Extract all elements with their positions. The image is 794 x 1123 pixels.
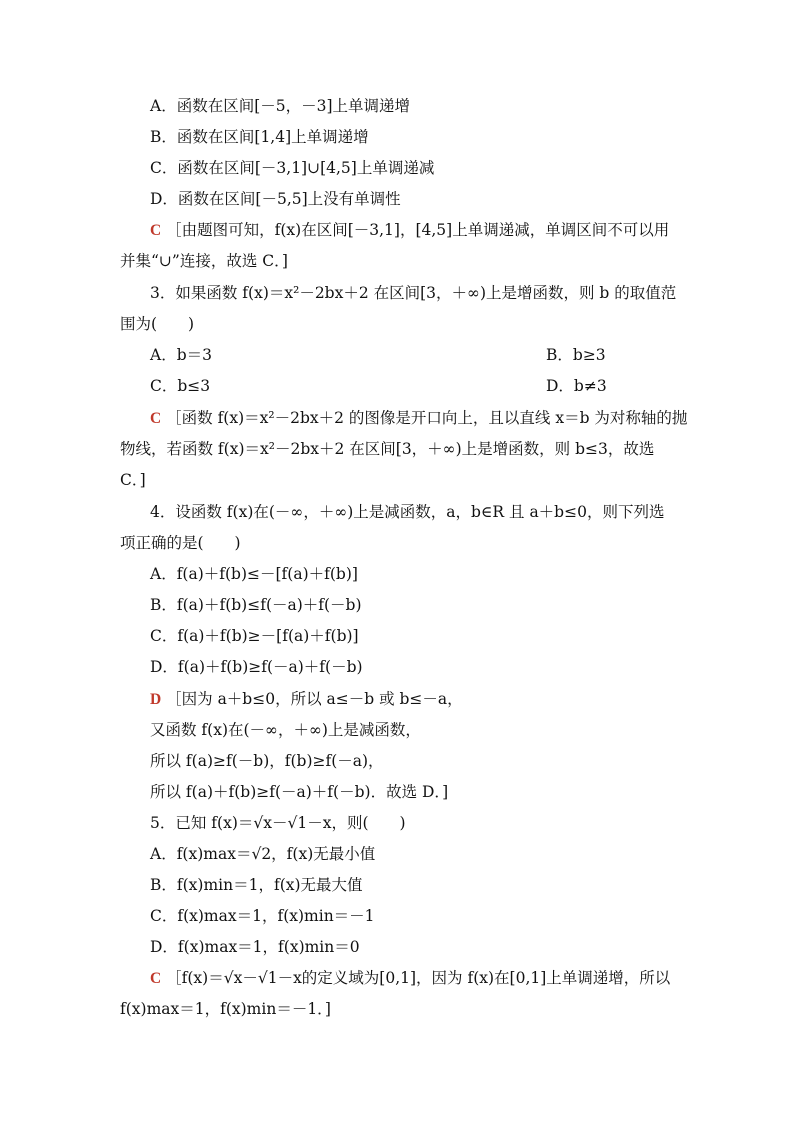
option-b-line: B．f(x)min＝1，f(x)无最大值 — [150, 876, 363, 894]
answer-letter: D — [150, 691, 162, 708]
answer-letter: C — [150, 410, 162, 427]
option-a: A．b＝3 — [150, 346, 212, 364]
answer-line — [150, 968, 670, 989]
option-c-line: C．f(x)max＝1，f(x)min＝－1 — [150, 907, 375, 925]
option-b-line: B．f(a)＋f(b)≤f(－a)＋f(－b) — [150, 596, 362, 614]
answer-line — [150, 220, 669, 241]
question-4-continuation: 项正确的是( ) — [120, 534, 241, 552]
answer-continuation: 又函数 f(x)在(－∞，＋∞)上是减函数， — [150, 721, 421, 739]
question-5-line: 5．已知 f(x)＝√x－√1－x，则( ) — [150, 814, 406, 832]
option-a-line: A．f(x)max＝√2，f(x)无最小值 — [150, 845, 376, 863]
option-c-line: C．f(a)＋f(b)≥－[f(a)＋f(b)] — [150, 627, 359, 645]
answer-continuation: 物线，若函数 f(x)＝x²－2bx＋2 在区间[3，＋∞)上是增函数，则 b≤3，故选 — [120, 440, 655, 458]
option-a-line: A．函数在区间[－5，－3]上单调递增 — [150, 97, 411, 115]
answer-continuation: 所以 f(a)＋f(b)≥f(－a)＋f(－b)．故选 D．] — [150, 783, 449, 801]
answer-text: ［f(x)＝√x－√1－x的定义域为[0,1]，因为 f(x)在[0,1]上单调递增，所以 — [166, 969, 671, 987]
answer-continuation: 并集“∪”连接，故选 C．] — [120, 252, 288, 270]
option-d-line: D．f(x)max＝1，f(x)min＝0 — [150, 938, 360, 956]
answer-line — [150, 689, 463, 710]
options-row — [150, 345, 670, 365]
option-b: B．b≥3 — [546, 346, 606, 364]
options-row — [150, 376, 670, 396]
answer-letter: C — [150, 970, 162, 987]
option-d-line: D．f(a)＋f(b)≥f(－a)＋f(－b) — [150, 658, 363, 676]
option-c: C．b≤3 — [150, 377, 211, 395]
option-b-line: B．函数在区间[1,4]上单调递增 — [150, 128, 369, 146]
answer-text: ［由题图可知，f(x)在区间[－3,1]，[4,5]上单调递减，单调区间不可以用 — [166, 221, 670, 239]
option-c-line: C．函数在区间[－3,1]∪[4,5]上单调递减 — [150, 159, 435, 177]
answer-continuation: f(x)max＝1，f(x)min＝－1．] — [120, 1000, 331, 1018]
option-d-line: D．函数在区间[－5,5]上没有单调性 — [150, 190, 401, 208]
option-a-line: A．f(a)＋f(b)≤－[f(a)＋f(b)] — [150, 565, 358, 583]
answer-continuation: C．] — [120, 471, 146, 489]
option-d: D．b≠3 — [546, 377, 607, 395]
answer-letter: C — [150, 222, 162, 239]
answer-text: ［因为 a＋b≤0，所以 a≤－b 或 b≤－a， — [166, 690, 463, 708]
answer-line — [150, 408, 687, 429]
answer-text: ［函数 f(x)＝x²－2bx＋2 的图像是开口向上，且以直线 x＝b 为对称轴的抛 — [166, 409, 688, 427]
question-3-continuation: 围为( ) — [120, 315, 195, 333]
answer-continuation: 所以 f(a)≥f(－b)，f(b)≥f(－a)， — [150, 752, 384, 770]
question-3-line: 3．如果函数 f(x)＝x²－2bx＋2 在区间[3，＋∞)上是增函数，则 b 的取值范 — [150, 284, 677, 302]
question-4-line: 4．设函数 f(x)在(－∞，＋∞)上是减函数，a，b∈R 且 a＋b≤0，则下列选 — [150, 503, 665, 521]
